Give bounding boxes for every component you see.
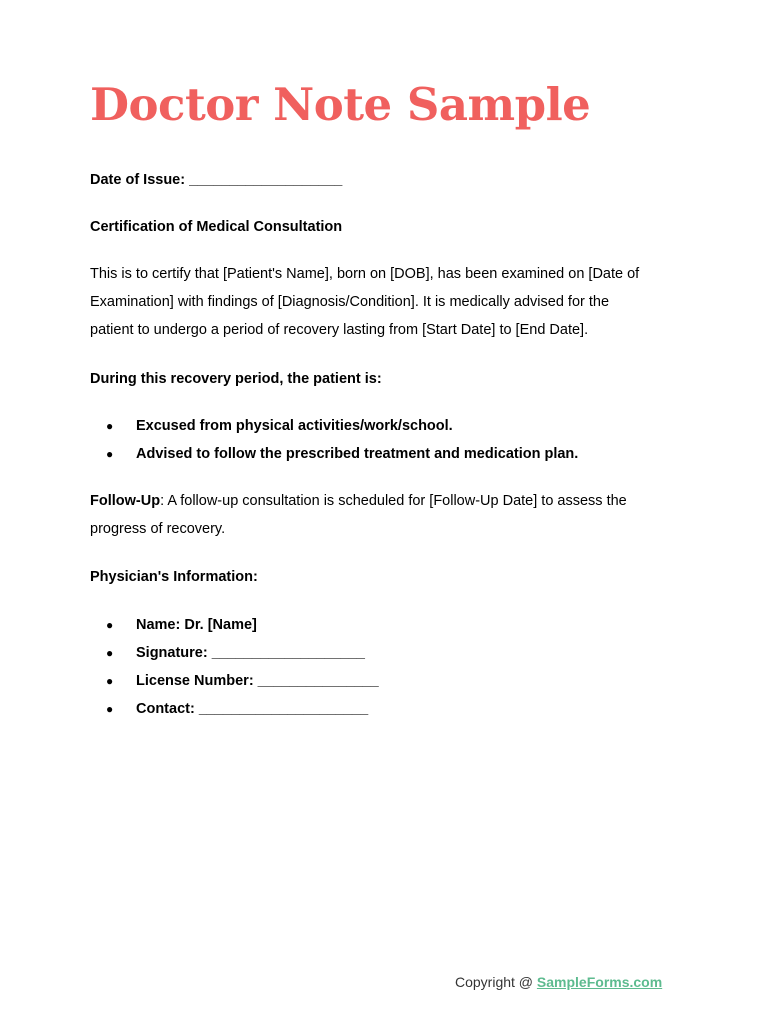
paragraph-line: progress of recovery. xyxy=(90,521,226,537)
recovery-heading: During this recovery period, the patient is: xyxy=(90,371,382,387)
follow-up-text: : A follow-up consultation is scheduled for [Follow-Up Date] to assess the xyxy=(160,493,627,509)
bullet-icon: ● xyxy=(106,447,114,461)
paragraph-line: This is to certify that [Patient's Name], born on [DOB], has been examined on [Date of xyxy=(90,266,640,282)
signature-field: Signature: ___________________ xyxy=(136,645,365,661)
follow-up-label: Follow-Up xyxy=(90,493,161,509)
certification-heading: Certification of Medical Consultation xyxy=(90,219,343,235)
physician-name-field: Name: Dr. [Name] xyxy=(136,617,257,633)
contact-field: Contact: _____________________ xyxy=(136,701,369,717)
paragraph-line xyxy=(90,487,680,515)
paragraph-line: Examination] with findings of [Diagnosis/Condition]. It is medically advised for the xyxy=(90,294,610,310)
list-item-text: Excused from physical activities/work/school. xyxy=(136,418,453,434)
physician-heading: Physician's Information: xyxy=(90,569,258,585)
certification-paragraph xyxy=(90,260,680,344)
copyright-text: Copyright @ xyxy=(455,974,537,990)
bullet-icon: ● xyxy=(106,674,114,688)
brand-link[interactable]: SampleForms.com xyxy=(536,974,663,990)
list-item-text: Advised to follow the prescribed treatment and medication plan. xyxy=(136,446,579,462)
bullet-icon: ● xyxy=(106,419,114,433)
copyright-footer xyxy=(455,972,662,992)
page-title: Doctor Note Sample xyxy=(90,78,591,131)
paragraph-line: patient to undergo a period of recovery lasting from [Start Date] to [End Date]. xyxy=(90,322,589,338)
follow-up-paragraph xyxy=(90,487,680,543)
bullet-icon: ● xyxy=(106,618,114,632)
bullet-icon: ● xyxy=(106,646,114,660)
license-number-field: License Number: _______________ xyxy=(136,673,379,689)
bullet-icon: ● xyxy=(106,702,114,716)
date-of-issue-field: Date of Issue: ___________________ xyxy=(90,172,343,188)
